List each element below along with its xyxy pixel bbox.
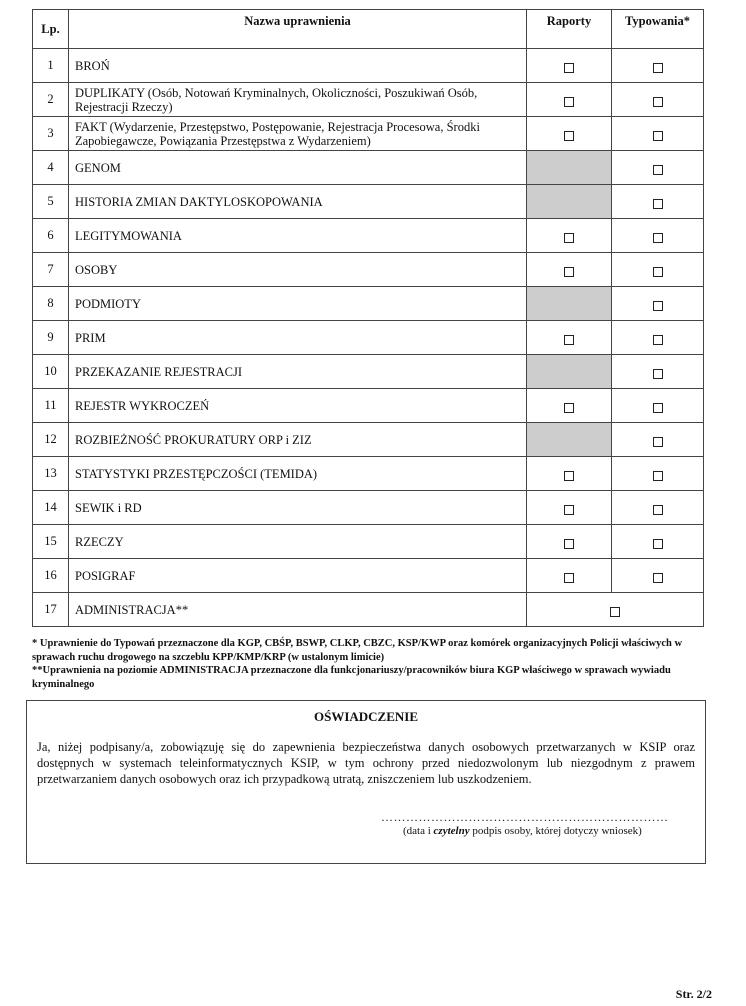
typowania-checkbox[interactable] — [653, 539, 663, 549]
table-row — [33, 151, 704, 185]
row-number: 5 — [33, 185, 69, 219]
raporty-disabled-cell — [527, 287, 612, 321]
declaration-box — [26, 700, 706, 864]
signature-line[interactable]: …………………………………………………………… — [381, 810, 669, 824]
raporty-checkbox[interactable] — [564, 403, 574, 413]
table-row — [33, 593, 704, 627]
column-header-lp: Lp. — [33, 10, 69, 49]
column-header-typowania: Typowania* — [612, 10, 704, 49]
typowania-cell — [612, 151, 704, 185]
table-row — [33, 253, 704, 287]
typowania-checkbox[interactable] — [653, 403, 663, 413]
signature-caption — [403, 825, 642, 837]
typowania-cell — [612, 457, 704, 491]
row-number: 14 — [33, 491, 69, 525]
signature-caption-pre: (data i — [403, 825, 434, 837]
typowania-checkbox[interactable] — [653, 267, 663, 277]
typowania-checkbox[interactable] — [653, 505, 663, 515]
row-number: 6 — [33, 219, 69, 253]
row-number: 16 — [33, 559, 69, 593]
permission-name: SEWIK i RD — [69, 491, 527, 525]
typowania-cell — [612, 83, 704, 117]
raporty-cell — [527, 321, 612, 355]
table-row — [33, 423, 704, 457]
typowania-cell — [612, 117, 704, 151]
permission-name: REJESTR WYKROCZEŃ — [69, 389, 527, 423]
table-row — [33, 83, 704, 117]
declaration-title: OŚWIADCZENIE — [313, 709, 419, 724]
typowania-cell — [612, 253, 704, 287]
permission-name: GENOM — [69, 151, 527, 185]
row-number: 9 — [33, 321, 69, 355]
typowania-checkbox[interactable] — [653, 131, 663, 141]
permission-name: LEGITYMOWANIA — [69, 219, 527, 253]
typowania-checkbox[interactable] — [653, 301, 663, 311]
row-number: 11 — [33, 389, 69, 423]
typowania-checkbox[interactable] — [653, 471, 663, 481]
footnotes — [32, 637, 712, 691]
table-row — [33, 117, 704, 151]
typowania-checkbox[interactable] — [653, 233, 663, 243]
permission-name: PODMIOTY — [69, 287, 527, 321]
permission-name: STATYSTYKI PRZESTĘPCZOŚCI (TEMIDA) — [69, 457, 527, 491]
table-row — [33, 389, 704, 423]
table-row — [33, 457, 704, 491]
raporty-cell — [527, 253, 612, 287]
permission-name: PRZEKAZANIE REJESTRACJI — [69, 355, 527, 389]
permission-name: OSOBY — [69, 253, 527, 287]
permissions-table — [32, 9, 704, 627]
raporty-cell — [527, 83, 612, 117]
footnote-administracja: **Uprawnienia na poziomie ADMINISTRACJA przeznaczone dla funkcjonariuszy/pracowników biura KGP właściwego w sprawach wywiadu kryminalnego — [32, 665, 671, 690]
typowania-checkbox[interactable] — [653, 165, 663, 175]
declaration-text: Ja, niżej podpisany/a, zobowiązuję się do zapewnienia bezpieczeństwa danych osobowych przetwarzanych w KSIP oraz dostępnych w systemach teleinformatycznych KSIP, w tym ochrony przed niedozwolonym lub niezgodnym z prawem przetwarzaniem danych osobowych oraz ich przypadkową utratą, zniszczeniem lub uszkodzeniem. — [37, 740, 695, 786]
table-row — [33, 559, 704, 593]
table-row — [33, 219, 704, 253]
permission-name: ADMINISTRACJA** — [69, 593, 527, 627]
raporty-checkbox[interactable] — [564, 233, 574, 243]
raporty-disabled-cell — [527, 423, 612, 457]
signature-caption-emphasis: czytelny — [433, 825, 470, 837]
raporty-checkbox[interactable] — [564, 131, 574, 141]
typowania-cell — [612, 525, 704, 559]
row-number: 1 — [33, 49, 69, 83]
row-number: 4 — [33, 151, 69, 185]
raporty-cell — [527, 117, 612, 151]
permission-name: PRIM — [69, 321, 527, 355]
typowania-cell — [612, 389, 704, 423]
raporty-disabled-cell — [527, 185, 612, 219]
raporty-checkbox[interactable] — [564, 539, 574, 549]
signature-caption-post: podpis osoby, której dotyczy wniosek) — [469, 825, 642, 837]
table-row — [33, 185, 704, 219]
row-number: 15 — [33, 525, 69, 559]
permission-name: RZECZY — [69, 525, 527, 559]
raporty-checkbox[interactable] — [564, 267, 574, 277]
typowania-checkbox[interactable] — [653, 369, 663, 379]
table-row — [33, 287, 704, 321]
table-header-row — [33, 10, 704, 49]
typowania-checkbox[interactable] — [653, 97, 663, 107]
page-number: Str. 2/2 — [675, 987, 712, 1001]
raporty-checkbox[interactable] — [564, 505, 574, 515]
raporty-cell — [527, 219, 612, 253]
raporty-disabled-cell — [527, 355, 612, 389]
row-number: 8 — [33, 287, 69, 321]
permission-name: BROŃ — [69, 49, 527, 83]
table-row — [33, 321, 704, 355]
raporty-cell — [527, 525, 612, 559]
column-header-raporty: Raporty — [527, 10, 612, 49]
permission-name: HISTORIA ZMIAN DAKTYLOSKOPOWANIA — [69, 185, 527, 219]
typowania-cell — [612, 423, 704, 457]
typowania-cell — [612, 219, 704, 253]
administracja-cell — [527, 593, 704, 627]
typowania-cell — [612, 49, 704, 83]
typowania-cell — [612, 491, 704, 525]
typowania-checkbox[interactable] — [653, 63, 663, 73]
row-number: 7 — [33, 253, 69, 287]
typowania-cell — [612, 355, 704, 389]
row-number: 3 — [33, 117, 69, 151]
raporty-checkbox[interactable] — [564, 471, 574, 481]
typowania-cell — [612, 287, 704, 321]
typowania-cell — [612, 185, 704, 219]
typowania-checkbox[interactable] — [653, 199, 663, 209]
row-number: 17 — [33, 593, 69, 627]
permission-name: POSIGRAF — [69, 559, 527, 593]
table-row — [33, 355, 704, 389]
raporty-checkbox[interactable] — [564, 335, 574, 345]
row-number: 2 — [33, 83, 69, 117]
typowania-cell — [612, 559, 704, 593]
raporty-checkbox[interactable] — [564, 573, 574, 583]
row-number: 13 — [33, 457, 69, 491]
raporty-cell — [527, 49, 612, 83]
raporty-checkbox[interactable] — [564, 97, 574, 107]
typowania-checkbox[interactable] — [653, 335, 663, 345]
column-header-name: Nazwa uprawnienia — [69, 10, 527, 49]
raporty-cell — [527, 389, 612, 423]
typowania-checkbox[interactable] — [653, 573, 663, 583]
table-row — [33, 525, 704, 559]
permission-name: FAKT (Wydarzenie, Przestępstwo, Postępowanie, Rejestracja Procesowa, Środki Zapobiegawcze, Powiązania Przestępstwa z Wydarzeniem) — [69, 117, 527, 151]
footnote-typowania: * Uprawnienie do Typowań przeznaczone dla KGP, CBŚP, BSWP, CLKP, CBZC, KSP/KWP oraz komórek organizacyjnych Policji właściwych w sprawach ruchu drogowego na szczeblu KPP/KMP/KRP (w ustalonym limicie) — [32, 638, 683, 663]
raporty-cell — [527, 457, 612, 491]
raporty-cell — [527, 491, 612, 525]
table-row — [33, 491, 704, 525]
typowania-checkbox[interactable] — [653, 437, 663, 447]
administracja-checkbox[interactable] — [610, 607, 620, 617]
raporty-cell — [527, 559, 612, 593]
row-number: 12 — [33, 423, 69, 457]
row-number: 10 — [33, 355, 69, 389]
permission-name: DUPLIKATY (Osób, Notowań Kryminalnych, Okoliczności, Poszukiwań Osób, Rejestracji Rzeczy) — [69, 83, 527, 117]
raporty-checkbox[interactable] — [564, 63, 574, 73]
typowania-cell — [612, 321, 704, 355]
table-row — [33, 49, 704, 83]
permission-name: ROZBIEŻNOŚĆ PROKURATURY ORP i ZIZ — [69, 423, 527, 457]
raporty-disabled-cell — [527, 151, 612, 185]
